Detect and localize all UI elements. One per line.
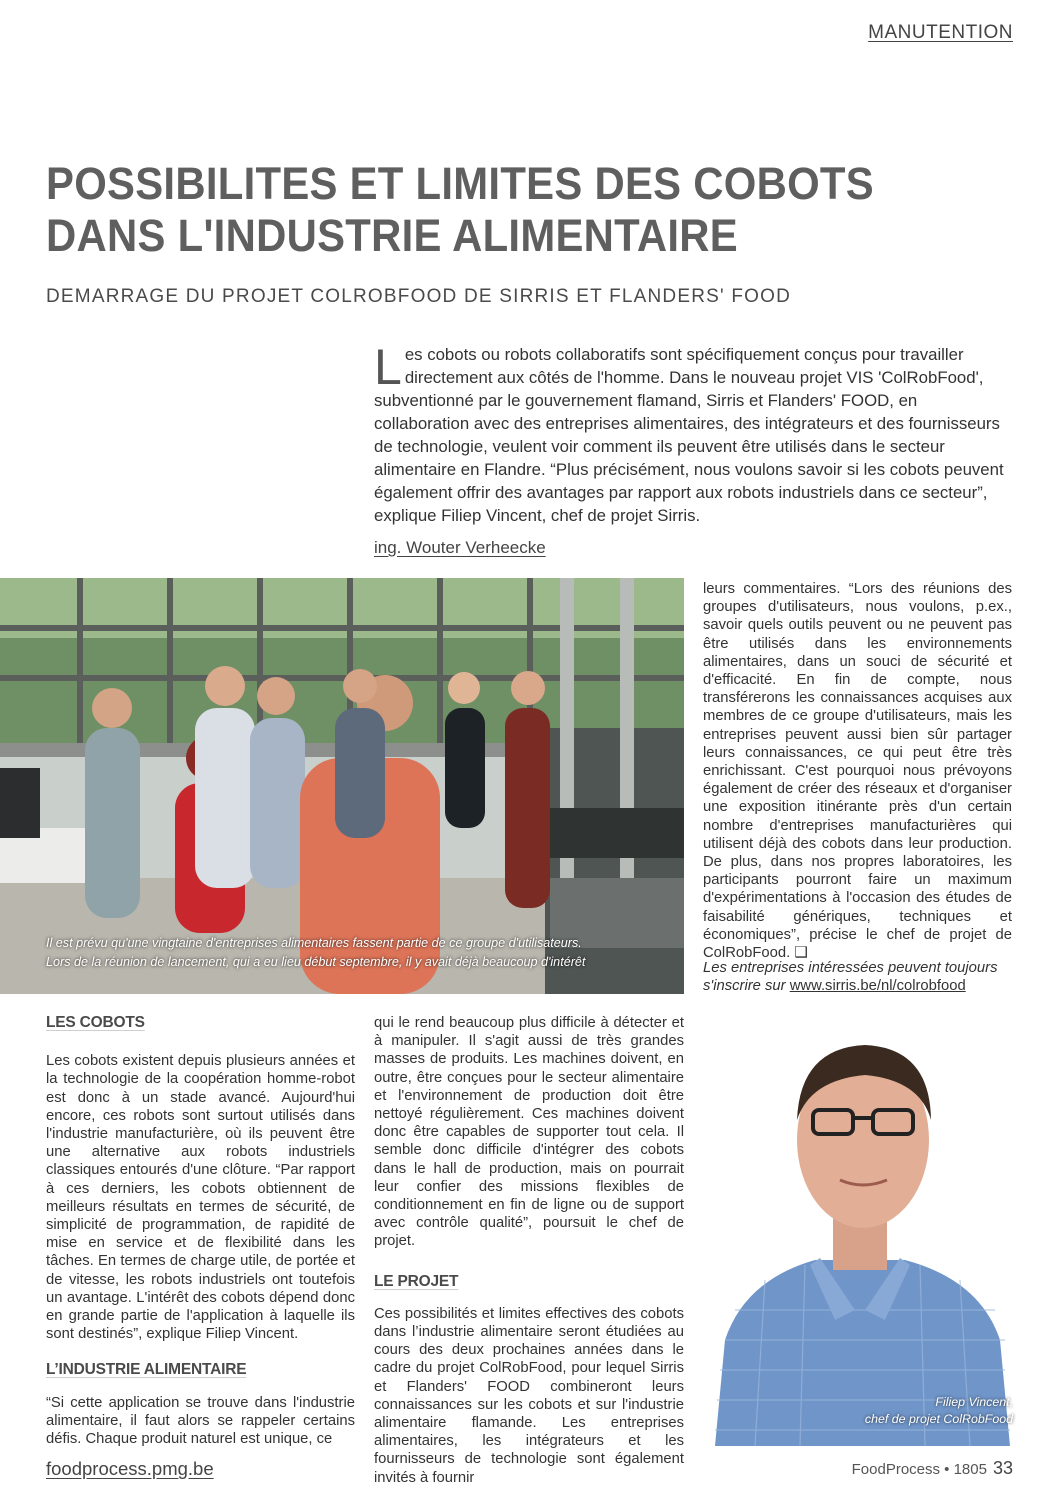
- right-column-paragraph: leurs commentaires. “Lors des réunions des groupes d'utilisateurs, nous voulons, p.ex., savoir quels outils peuvent ou ne peuvent pas être utilisés dans les environnements alimentaires, dans un souci de sécurité et d'efficacité. En fin de compte, nous transférerons les connaissances acquises aux membres de ce groupe d'utilisateurs, mais les entreprises peuvent aussi bien sûr partager leurs connaissances, ce qui peut être très enrichissant. C'est pourquoi nous prévoyons également de créer des réseaux et d'organiser une exposition itinérante près d'un certain nombre d'entreprises manufacturières qui utilisent déjà des cobots dans leur production. De plus, dans nos propres laboratoires, les participants pourront faire un maximum d'expérimentations à l'occasion des études de faisabilité génériques, techniques et économiques”, précise le chef de projet de ColRobFood.: [703, 581, 1012, 962]
- footer-page-info: [852, 1458, 1013, 1479]
- heading-les-cobots: LES COBOTS: [46, 1014, 145, 1031]
- meeting-photo: [0, 578, 684, 994]
- title-line-2: DANS L'INDUSTRIE ALIMENTAIRE: [46, 210, 739, 261]
- lead-text: es cobots ou robots collaboratifs sont spécifiquement conçus pour travailler directement aux côtés de l'homme. Dans le nouveau projet VIS 'ColRobFood', subventionné par le gouvernement flamand, Sirris et Flanders' FOOD, en collaboration avec des entreprises alimentaires, des intégrateurs et des fournisseurs de technologie, veulent voir comment ils peuvent être utilisés dans le secteur alimentaire en Flandre. “Plus précisément, nous voulons savoir si les cobots peuvent également offrir des avantages par rapport aux robots industriels dans ce secteur”, explique Filiep Vincent, chef de projet Sirris.: [374, 345, 1004, 525]
- portrait-illustration: [705, 1010, 1017, 1446]
- end-mark-icon: ❑: [794, 945, 808, 962]
- meeting-photo-caption: [46, 934, 606, 972]
- heading-le-projet: LE PROJET: [374, 1272, 459, 1290]
- portrait-caption: [865, 1394, 1013, 1428]
- paragraph-les-cobots: Les cobots existent depuis plusieurs années et la technologie de la coopération homme-robot est donc à un stade avancé. Aujourd'hui encore, ces robots sont surtout utilisés dans l'industrie manufacturière, où ils peuvent être une alternative aux robots industriels classiques entourés d'une clôture. “Par rapport à ces derniers, les cobots obtiennent de meilleurs résultats en termes de sécurité, de simplicité de programmation, de rapidité de mise en service et de flexibilité dans les tâches. En termes de charge utile, de portée et de vitesse, les robots industriels ont toutefois un avantage. L'intérêt des cobots dépend donc en grande partie de l'application à laquelle ils sont destinés”, explique Filiep Vincent.: [46, 1053, 355, 1343]
- column-1: [46, 1014, 355, 1448]
- portrait-caption-role: chef de projet ColRobFood: [864, 1412, 1013, 1426]
- paragraph-industrie-alimentaire: “Si cette application se trouve dans l'industrie alimentaire, il faut alors se rappeler certains défis. Chaque produit naturel est unique, ce: [46, 1394, 355, 1448]
- signup-link[interactable]: www.sirris.be/nl/colrobfood: [789, 978, 966, 995]
- article-subtitle: DEMARRAGE DU PROJET COLROBFOOD DE SIRRIS ET FLANDERS' FOOD: [46, 286, 792, 307]
- page-number: 33: [992, 1458, 1013, 1478]
- article-title: [46, 158, 939, 262]
- signup-note: [703, 959, 1012, 995]
- drop-cap: L: [374, 339, 402, 395]
- meeting-scene-illustration: [0, 578, 684, 994]
- paragraph-continued: qui le rend beaucoup plus difficile à détecter et à manipuler. Il s'agit aussi de très grandes masses de produits. Les machines doivent, en outre, être conçues pour le secteur alimentaire et l'environnement de production doit être nettoyé régulièrement. Ces machines doivent donc être capables de supporter tout cela. Il semble donc difficile d'intégrer des cobots dans le hall de production, mais on pourrait leur confier des missions flexibles de conditionnement en fin de ligne ou de support avec contrôle qualité”, poursuit le chef de projet.: [374, 1015, 684, 1250]
- footer-magazine-issue: FoodProcess • 1805: [851, 1461, 987, 1478]
- lead-paragraph: [374, 339, 1014, 527]
- footer-website-link[interactable]: foodprocess.pmg.be: [46, 1458, 214, 1479]
- portrait-caption-name: Filiep Vincent,: [935, 1395, 1013, 1409]
- heading-industrie-alimentaire: L’INDUSTRIE ALIMENTAIRE: [46, 1361, 247, 1379]
- column-2: [374, 1014, 684, 1487]
- section-tag: MANUTENTION: [868, 22, 1013, 43]
- paragraph-le-projet: Ces possibilités et limites effectives des cobots dans l’industrie alimentaire seront étudiées au cours des deux prochaines années dans le cadre du projet ColRobFood, pour lequel Sirris et Flanders' FOOD combineront leurs connaissances sur les cobots et sur l'industrie alimentaire flamande. Les entreprises alimentaires, les intégrateurs et les fournisseurs de technologie sont également invités à fournir: [374, 1305, 684, 1486]
- signup-text: Les entreprises intéressées peuvent toujours s'inscrire sur: [703, 960, 998, 995]
- right-column-text: [703, 580, 1012, 962]
- caption-line-1: Il est prévu qu'une vingtaine d'entreprises alimentaires fassent partie de ce groupe d'utilisateurs.: [46, 936, 582, 950]
- portrait-photo: [705, 1010, 1017, 1446]
- caption-line-2: Lors de la réunion de lancement, qui a eu lieu début septembre, il y avait déjà beaucoup d'intérêt: [46, 955, 586, 969]
- title-line-1: POSSIBILITES ET LIMITES DES COBOTS: [46, 158, 874, 209]
- author-byline: ing. Wouter Verheecke: [374, 538, 546, 557]
